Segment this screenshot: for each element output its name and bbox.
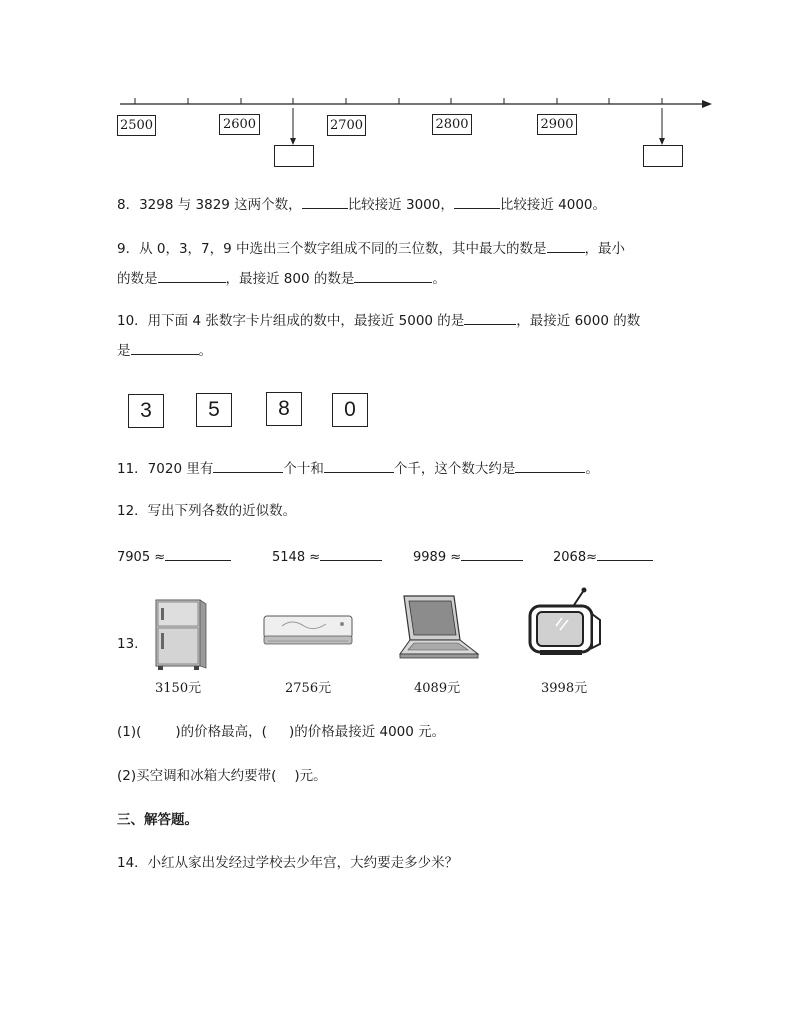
q11-text-b: 个十和	[283, 461, 324, 477]
question-13-sub-2	[117, 766, 327, 786]
question-10-line-1	[117, 310, 640, 331]
number-line-label-2800: 2800	[432, 114, 472, 135]
q13-sub2-b: )元。	[294, 768, 327, 784]
q9-text-c: 的数是	[117, 271, 158, 287]
q13-sub2-a: (2)买空调和冰箱大约要带(	[117, 768, 277, 784]
section-3-title: 三、解答题。	[117, 812, 198, 828]
number-line-label-2500: 2500	[117, 115, 156, 136]
q12-item-3-label: 9989 ≈	[413, 550, 462, 565]
q12-item-2-label: 5148 ≈	[272, 550, 321, 565]
q10-text-d: 。	[198, 343, 212, 359]
q11-blank-thousands[interactable]	[324, 458, 394, 473]
q8-blank-2[interactable]	[454, 194, 500, 209]
q12-item-3	[413, 546, 523, 568]
pointer-arrowhead-1	[290, 138, 296, 145]
q11-text-d: 。	[585, 461, 599, 477]
air-conditioner-price: 2756元	[285, 681, 332, 696]
question-11	[117, 458, 599, 479]
q10-text-a: 10．用下面 4 张数字卡片组成的数中，最接近 5000 的是	[117, 313, 465, 329]
q12-item-2	[272, 546, 382, 568]
laptop-image	[394, 592, 484, 666]
q9-text-e: 。	[432, 271, 446, 287]
refrigerator-price: 3150元	[155, 681, 202, 696]
q9-text-a: 9．从 0，3，7，9 中选出三个数字组成不同的三位数，其中最大的数是	[117, 241, 547, 257]
q9-blank-largest[interactable]	[547, 238, 585, 253]
number-line-label-2700: 2700	[327, 115, 366, 136]
q12-blank-4[interactable]	[597, 546, 653, 561]
q11-blank-approx[interactable]	[515, 458, 585, 473]
question-13-label: 13.	[117, 636, 139, 652]
pointer-arrowhead-2	[659, 138, 665, 145]
q11-blank-tens[interactable]	[213, 458, 283, 473]
number-card-3: 3	[128, 394, 164, 428]
q9-blank-smallest[interactable]	[158, 268, 226, 283]
question-9-line-2	[117, 268, 446, 289]
q13-sub1-a: (1)(	[117, 724, 142, 740]
question-9-line-1	[117, 238, 625, 259]
q12-item-1	[117, 546, 231, 568]
q10-text-b: ，最接近 6000 的数	[516, 313, 641, 329]
question-14: 14．小红从家出发经过学校去少年宫，大约要走多少米？	[117, 855, 459, 871]
number-card-5: 5	[196, 393, 232, 427]
q8-text-c: 比较接近 4000。	[499, 197, 606, 213]
q12-blank-3[interactable]	[461, 546, 523, 561]
q12-blank-1[interactable]	[165, 546, 231, 561]
q12-item-1-label: 7905 ≈	[117, 550, 166, 565]
number-line-ticks	[135, 98, 662, 104]
q11-text-a: 11．7020 里有	[117, 461, 214, 477]
q8-blank-1[interactable]	[302, 194, 348, 209]
number-line-label-2600: 2600	[219, 114, 260, 135]
question-12-title: 12．写出下列各数的近似数。	[117, 503, 297, 519]
q12-item-4	[553, 546, 653, 568]
laptop-price: 4089元	[414, 681, 461, 696]
tv-image	[526, 586, 604, 660]
air-conditioner-image	[262, 612, 356, 648]
question-13-sub-1	[117, 722, 445, 742]
number-card-0: 0	[332, 393, 368, 427]
q10-blank-5000[interactable]	[464, 310, 516, 325]
q11-text-c: 个千，这个数大约是	[393, 461, 516, 477]
q12-blank-2[interactable]	[320, 546, 382, 561]
q10-blank-6000[interactable]	[131, 340, 199, 355]
number-line-arrowhead	[702, 100, 712, 108]
question-10-line-2	[117, 340, 212, 361]
q9-text-b: ，最小	[584, 241, 626, 257]
answer-box-1[interactable]	[274, 145, 314, 167]
q12-item-4-label: 2068≈	[553, 550, 597, 565]
q13-sub1-b: )的价格最高，(	[175, 724, 267, 740]
question-8	[117, 194, 606, 215]
q8-text-b: 比较接近 3000，	[347, 197, 454, 213]
q9-text-d: ，最接近 800 的数是	[225, 271, 355, 287]
number-line-label-2900: 2900	[537, 114, 577, 135]
tv-price: 3998元	[541, 681, 588, 696]
answer-box-2[interactable]	[643, 145, 683, 167]
q13-sub1-c: )的价格最接近 4000 元。	[288, 724, 446, 740]
refrigerator-image	[150, 598, 210, 674]
q9-blank-closest-800[interactable]	[354, 268, 432, 283]
q10-text-c: 是	[117, 343, 131, 359]
q8-text-a: 8．3298 与 3829 这两个数，	[117, 197, 302, 213]
number-card-8: 8	[266, 392, 302, 426]
